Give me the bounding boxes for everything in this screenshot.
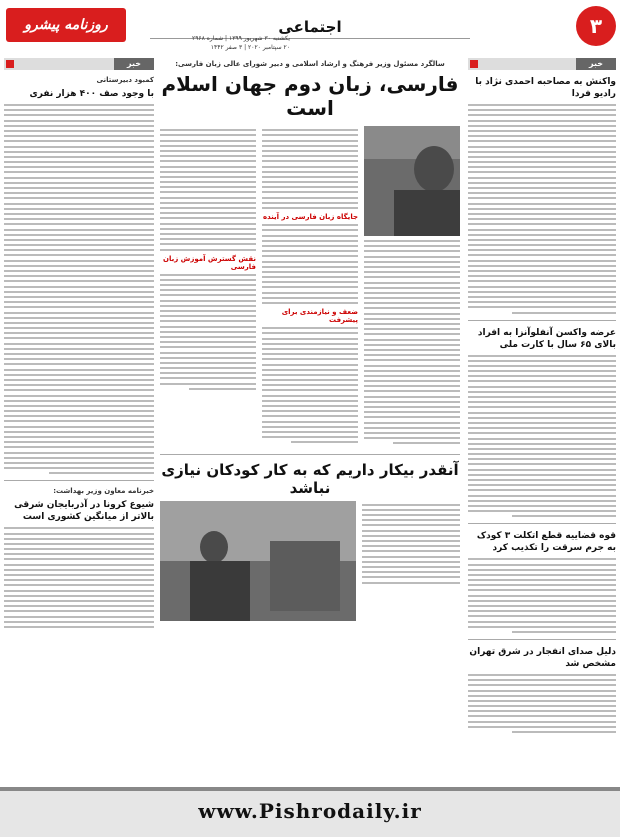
second-article-columns bbox=[160, 501, 460, 621]
article-column bbox=[160, 501, 356, 621]
news-body bbox=[4, 104, 154, 474]
news-kicker: خبرنامه معاون وزیر بهداشت: bbox=[53, 487, 154, 496]
article-column bbox=[262, 126, 358, 448]
news-body bbox=[468, 355, 616, 518]
issue-info bbox=[130, 34, 290, 52]
portrait-photo bbox=[364, 126, 460, 236]
news-header bbox=[468, 58, 616, 70]
article-body bbox=[262, 129, 358, 209]
page-number: ۳ bbox=[576, 6, 616, 46]
website-url[interactable]: www.Pishrodaily.ir bbox=[198, 799, 422, 823]
news-header bbox=[4, 58, 154, 70]
article-body bbox=[364, 240, 460, 444]
news-item bbox=[4, 487, 154, 628]
divider bbox=[468, 523, 616, 524]
child-labor-photo bbox=[160, 501, 356, 621]
divider bbox=[4, 480, 154, 481]
article-column bbox=[160, 126, 256, 448]
accent-square-icon bbox=[6, 60, 14, 68]
news-headline: با وجود صف ۴۰۰ هزار نفری bbox=[29, 89, 154, 99]
news-kicker: کمبود دبیرستانی bbox=[96, 76, 154, 84]
news-item bbox=[468, 646, 616, 733]
article-body bbox=[362, 504, 460, 584]
article-body bbox=[262, 224, 358, 304]
news-body bbox=[4, 527, 154, 628]
news-item bbox=[468, 530, 616, 633]
left-news-column bbox=[4, 58, 154, 785]
article-columns bbox=[160, 126, 460, 448]
article-body bbox=[160, 129, 256, 250]
news-headline: عرضه واکسن آنفلوآنزا به افراد بالای ۶۵ سال با کارت ملی bbox=[477, 327, 616, 350]
news-headline: دلیل صدای انفجار در شرق تهران مشخص شد bbox=[469, 646, 616, 669]
news-body bbox=[468, 558, 616, 633]
article-subhead: جایگاه زبان فارسی در آینده bbox=[262, 213, 358, 221]
news-item bbox=[468, 327, 616, 518]
article-body bbox=[262, 327, 358, 443]
divider bbox=[160, 454, 460, 455]
news-headline: واکنش به مصاحبه احمدی نژاد با رادیو فردا bbox=[475, 77, 616, 99]
divider bbox=[468, 320, 616, 321]
logo-text: روزنامه پیشرو bbox=[24, 17, 108, 33]
footer-stripe bbox=[0, 787, 620, 791]
accent-square-icon bbox=[470, 60, 478, 68]
news-body bbox=[468, 674, 616, 733]
second-article-title: آنقدر بیکار داریم که به کار کودکان نیازی نباشد bbox=[161, 460, 459, 497]
page-footer bbox=[0, 787, 620, 837]
article-subhead: نقش گسترش آموزش زبان فارسی bbox=[162, 254, 256, 271]
news-headline: شیوع کرونا در آذربایجان شرقی بالاتر از میانگین کشوری است bbox=[14, 500, 154, 523]
divider bbox=[468, 639, 616, 640]
article-subhead: ضعف و نیازمندی برای پیشرفت bbox=[281, 308, 358, 324]
news-item bbox=[468, 76, 616, 314]
article-body bbox=[160, 274, 256, 390]
news-headline: قوه قضاییه قطع اتکلت ۳ کودک به جرم سرقت را تکذیب کرد bbox=[476, 531, 616, 554]
news-item bbox=[4, 76, 154, 474]
article-kicker: سالگرد مسئول وزیر فرهنگ و ارشاد اسلامی و دبیر شورای عالی زبان فارسی: bbox=[175, 60, 445, 68]
article-title: فارسی، زبان دوم جهان اسلام است bbox=[161, 72, 459, 120]
article-column bbox=[362, 501, 460, 621]
right-news-column bbox=[468, 58, 616, 785]
issue-line-1: یکشنبه ۳۰ شهریور ۱۳۹۹ | شماره ۲۹۶۸ bbox=[191, 35, 290, 42]
news-badge: خبر bbox=[576, 58, 616, 70]
issue-line-2: ۲۰ سپتامبر ۲۰۲۰ | ۳ صفر ۱۴۴۲ bbox=[210, 44, 290, 51]
news-badge: خبر bbox=[114, 58, 154, 70]
article-column bbox=[364, 126, 460, 448]
page-header bbox=[0, 0, 620, 60]
news-body bbox=[468, 104, 616, 314]
section-title: اجتماعی bbox=[278, 18, 342, 36]
main-article bbox=[160, 58, 460, 785]
